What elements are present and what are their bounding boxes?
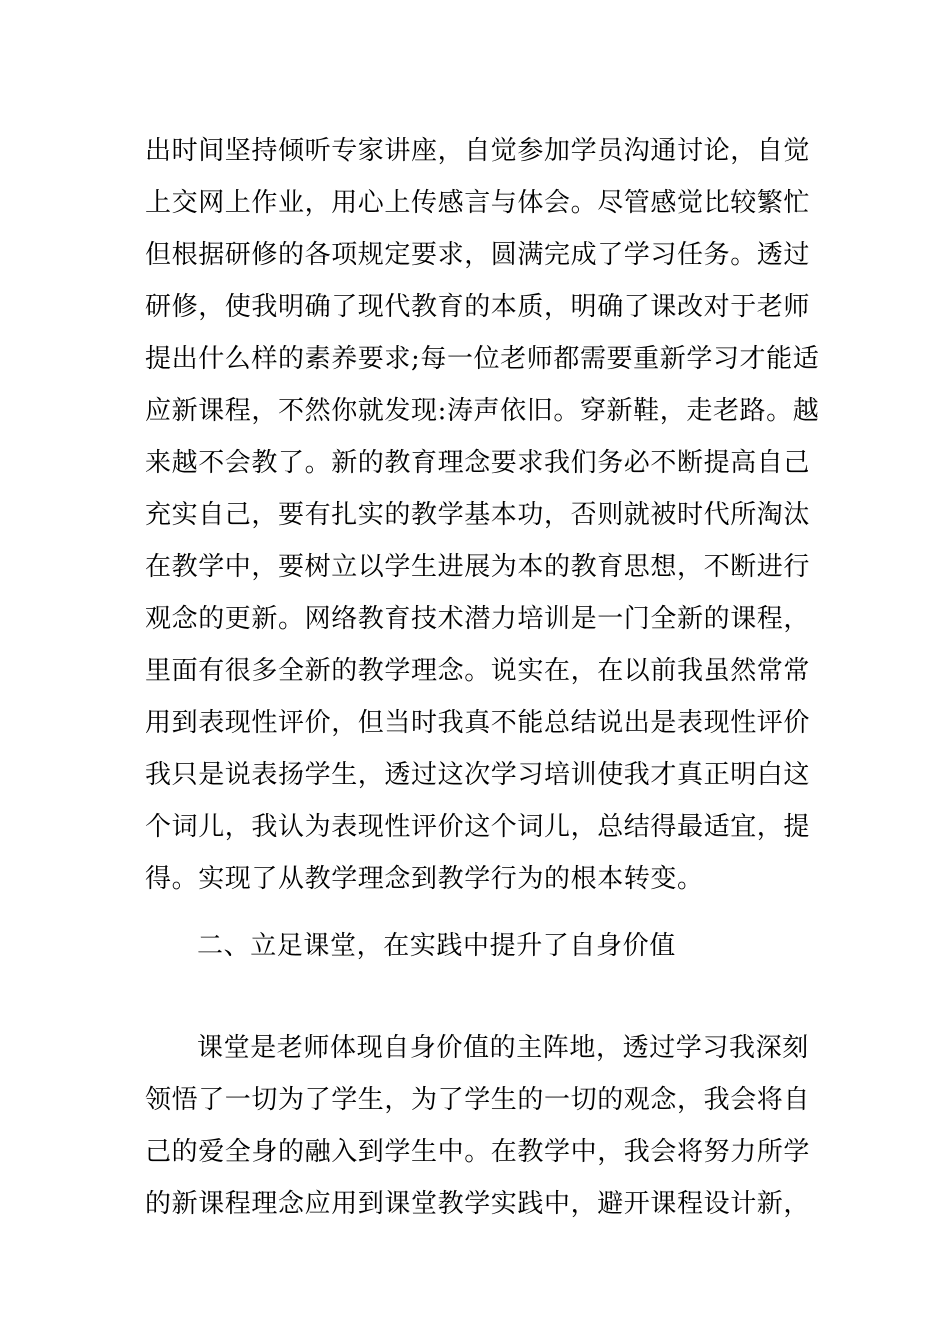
text-line: 在教学中，要树立以学生进展为本的教育思想，不断进行	[145, 552, 811, 582]
text-line: 观念的更新。网络教育技术潜力培训是一门全新的课程，	[145, 604, 811, 634]
text-line: 己的爱全身的融入到学生中。在教学中，我会将努力所学	[145, 1137, 811, 1167]
text-line: 出时间坚持倾听专家讲座，自觉参加学员沟通讨论，自觉	[145, 136, 811, 166]
text-line: 的新课程理念应用到课堂教学实践中，避开课程设计新，	[145, 1189, 811, 1219]
text-line: 充实自己，要有扎实的教学基本功，否则就被时代所淘汰	[145, 500, 811, 530]
text-line: 用到表现性评价，但当时我真不能总结说出是表现性评价	[145, 708, 811, 738]
text-line: 提出什么样的素养要求;每一位老师都需要重新学习才能适	[145, 344, 820, 374]
section-heading-text: 二、立足课堂，在实践中提升了自身价值	[197, 931, 676, 961]
text-line: 个词儿，我认为表现性评价这个词儿，总结得最适宜，提	[145, 812, 811, 842]
text-line: 课堂是老师体现自身价值的主阵地，透过学习我深刻	[197, 1033, 809, 1063]
text-line: 领悟了一切为了学生，为了学生的一切的观念，我会将自	[145, 1085, 811, 1115]
paragraph-2	[145, 1022, 815, 1230]
text-line: 里面有很多全新的教学理念。说实在，在以前我虽然常常	[145, 656, 811, 686]
text-line: 上交网上作业，用心上传感言与体会。尽管感觉比较繁忙	[145, 188, 811, 218]
text-line: 研修，使我明确了现代教育的本质，明确了课改对于老师	[145, 292, 811, 322]
text-line: 来越不会教了。新的教育理念要求我们务必不断提高自己	[145, 448, 811, 478]
text-line: 应新课程，不然你就发现:涛声依旧。穿新鞋，走老路。越	[145, 396, 820, 426]
text-line: 得。实现了从教学理念到教学行为的根本转变。	[145, 864, 704, 894]
text-line: 但根据研修的各项规定要求，圆满完成了学习任务。透过	[145, 240, 811, 270]
paragraph-1	[145, 125, 820, 905]
text-line: 我只是说表扬学生，透过这次学习培训使我才真正明白这	[145, 760, 811, 790]
section-heading	[197, 920, 817, 972]
